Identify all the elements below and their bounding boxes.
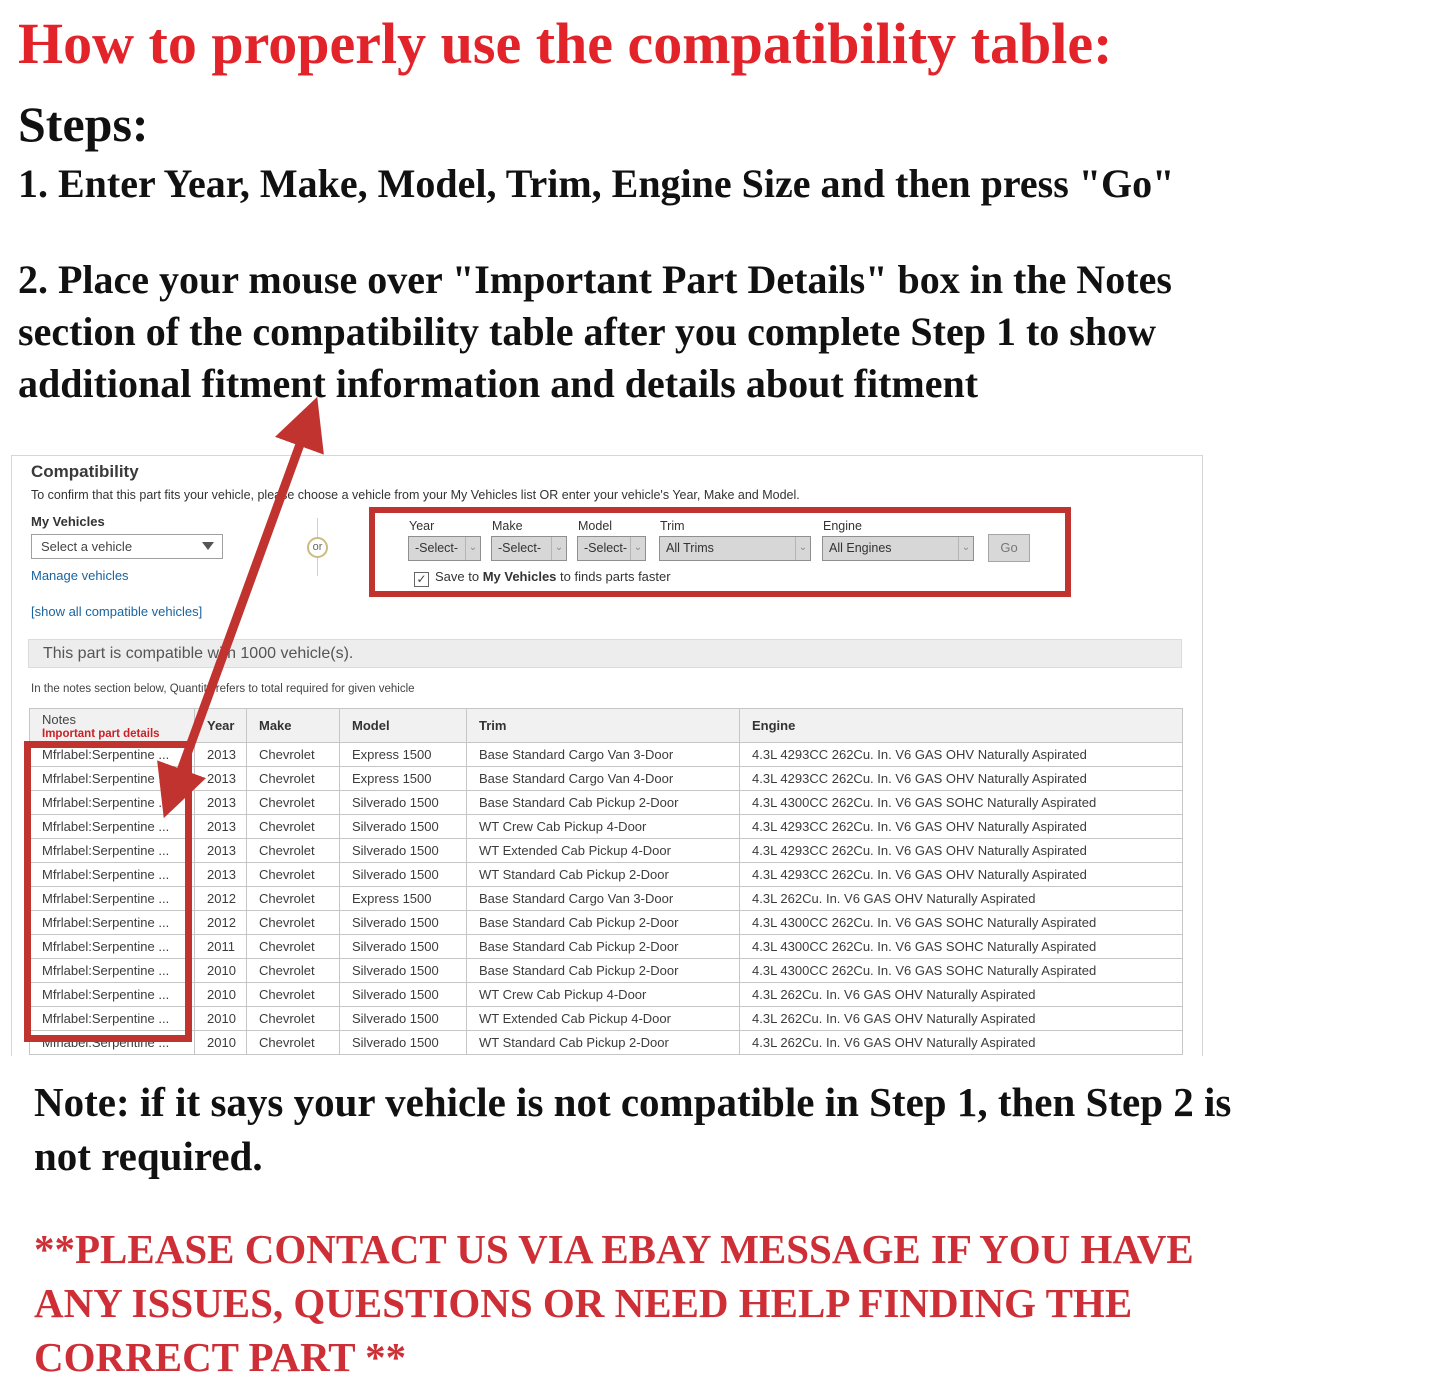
header-make: Make — [247, 709, 340, 743]
cell-trim: WT Extended Cab Pickup 4-Door — [467, 839, 740, 863]
cell-year: 2013 — [195, 767, 247, 791]
save-label-prefix: Save to — [435, 569, 483, 584]
cell-make: Chevrolet — [247, 935, 340, 959]
cell-year: 2010 — [195, 1031, 247, 1055]
year-label: Year — [409, 519, 435, 533]
cell-model: Silverado 1500 — [340, 1031, 467, 1055]
trim-select-value: All Trims — [666, 541, 714, 555]
make-select[interactable] — [491, 536, 567, 561]
compat-table-body — [30, 743, 1183, 1055]
table-row — [30, 767, 1183, 791]
cell-model: Silverado 1500 — [340, 863, 467, 887]
year-select-value: -Select- — [415, 541, 459, 555]
my-vehicles-label: My Vehicles — [31, 514, 105, 529]
cell-year: 2013 — [195, 743, 247, 767]
cell-engine: 4.3L 262Cu. In. V6 GAS OHV Naturally Aspirated — [740, 983, 1183, 1007]
model-select[interactable] — [577, 536, 646, 561]
cell-trim: Base Standard Cab Pickup 2-Door — [467, 791, 740, 815]
header-notes-label: Notes — [42, 711, 76, 727]
cell-engine: 4.3L 4293CC 262Cu. In. V6 GAS OHV Naturally Aspirated — [740, 767, 1183, 791]
cell-year: 2011 — [195, 935, 247, 959]
contact-line: ANY ISSUES, QUESTIONS OR NEED HELP FINDING THE — [34, 1280, 1133, 1326]
cell-make: Chevrolet — [247, 1031, 340, 1055]
compatibility-panel — [11, 455, 1203, 1056]
compatible-count-banner: This part is compatible with 1000 vehicle(s). — [28, 639, 1182, 668]
cell-year: 2013 — [195, 791, 247, 815]
chevron-down-icon: ⌄ — [630, 537, 645, 560]
engine-select-value: All Engines — [829, 541, 892, 555]
model-select-value: -Select- — [584, 541, 628, 555]
table-row — [30, 1007, 1183, 1031]
engine-select[interactable] — [822, 536, 974, 561]
cell-year: 2013 — [195, 863, 247, 887]
cell-engine: 4.3L 4300CC 262Cu. In. V6 GAS SOHC Naturally Aspirated — [740, 959, 1183, 983]
table-header-row — [30, 709, 1183, 743]
cell-trim: Base Standard Cargo Van 4-Door — [467, 767, 740, 791]
cell-make: Chevrolet — [247, 863, 340, 887]
cell-notes[interactable]: Mfrlabel:Serpentine ... — [30, 743, 195, 767]
note-text — [34, 1075, 1231, 1183]
cell-engine: 4.3L 4293CC 262Cu. In. V6 GAS OHV Naturally Aspirated — [740, 815, 1183, 839]
or-badge: or — [307, 537, 328, 558]
contact-line: CORRECT PART ** — [34, 1334, 407, 1380]
cell-notes[interactable]: Mfrlabel:Serpentine ... — [30, 815, 195, 839]
step-2-line: section of the compatibility table after you complete Step 1 to show — [18, 309, 1157, 354]
cell-make: Chevrolet — [247, 1007, 340, 1031]
cell-year: 2010 — [195, 959, 247, 983]
table-row — [30, 839, 1183, 863]
header-notes — [30, 709, 195, 743]
table-row — [30, 887, 1183, 911]
cell-model: Express 1500 — [340, 887, 467, 911]
cell-make: Chevrolet — [247, 887, 340, 911]
cell-notes[interactable]: Mfrlabel:Serpentine ... — [30, 1007, 195, 1031]
engine-label: Engine — [823, 519, 862, 533]
save-label-bold: My Vehicles — [482, 569, 557, 584]
cell-year: 2013 — [195, 815, 247, 839]
important-part-details-label: Important part details — [42, 727, 160, 740]
dropdown-caret-icon — [202, 542, 214, 550]
cell-make: Chevrolet — [247, 839, 340, 863]
cell-model: Silverado 1500 — [340, 983, 467, 1007]
step-2-text — [18, 254, 1172, 410]
cell-engine: 4.3L 262Cu. In. V6 GAS OHV Naturally Aspirated — [740, 1007, 1183, 1031]
contact-text — [34, 1222, 1194, 1384]
cell-make: Chevrolet — [247, 983, 340, 1007]
cell-engine: 4.3L 262Cu. In. V6 GAS OHV Naturally Aspirated — [740, 887, 1183, 911]
cell-notes[interactable]: Mfrlabel:Serpentine ... — [30, 1031, 195, 1055]
make-label: Make — [492, 519, 523, 533]
save-label-suffix: to finds parts faster — [556, 569, 671, 584]
cell-notes[interactable]: Mfrlabel:Serpentine ... — [30, 935, 195, 959]
trim-label: Trim — [660, 519, 685, 533]
model-label: Model — [578, 519, 613, 533]
cell-engine: 4.3L 262Cu. In. V6 GAS OHV Naturally Aspirated — [740, 1031, 1183, 1055]
compatibility-table — [29, 708, 1183, 1055]
steps-heading: Steps: — [18, 96, 149, 152]
cell-year: 2010 — [195, 1007, 247, 1031]
cell-year: 2013 — [195, 839, 247, 863]
cell-model: Silverado 1500 — [340, 815, 467, 839]
compatibility-heading: Compatibility — [31, 462, 139, 481]
go-button[interactable]: Go — [988, 534, 1030, 562]
cell-engine: 4.3L 4300CC 262Cu. In. V6 GAS SOHC Naturally Aspirated — [740, 791, 1183, 815]
cell-model: Express 1500 — [340, 743, 467, 767]
cell-make: Chevrolet — [247, 791, 340, 815]
step-2-line: 2. Place your mouse over "Important Part Details" box in the Notes — [18, 257, 1172, 302]
cell-make: Chevrolet — [247, 743, 340, 767]
manage-vehicles-link[interactable]: Manage vehicles — [31, 568, 129, 583]
header-year: Year — [195, 709, 247, 743]
cell-model: Express 1500 — [340, 767, 467, 791]
cell-model: Silverado 1500 — [340, 791, 467, 815]
cell-notes[interactable]: Mfrlabel:Serpentine ... — [30, 959, 195, 983]
table-row — [30, 815, 1183, 839]
chevron-down-icon: ⌄ — [551, 537, 566, 560]
save-checkbox[interactable]: ✓ — [414, 572, 429, 587]
cell-trim: Base Standard Cargo Van 3-Door — [467, 743, 740, 767]
header-model: Model — [340, 709, 467, 743]
cell-model: Silverado 1500 — [340, 959, 467, 983]
cell-trim: WT Crew Cab Pickup 4-Door — [467, 983, 740, 1007]
cell-engine: 4.3L 4293CC 262Cu. In. V6 GAS OHV Naturally Aspirated — [740, 863, 1183, 887]
cell-make: Chevrolet — [247, 911, 340, 935]
table-row — [30, 1031, 1183, 1055]
cell-notes[interactable]: Mfrlabel:Serpentine ... — [30, 863, 195, 887]
cell-make: Chevrolet — [247, 815, 340, 839]
table-row — [30, 983, 1183, 1007]
cell-trim: Base Standard Cargo Van 3-Door — [467, 887, 740, 911]
cell-trim: Base Standard Cab Pickup 2-Door — [467, 911, 740, 935]
chevron-down-icon: ⌄ — [795, 537, 810, 560]
notes-hint-text: In the notes section below, Quantity refers to total required for given vehicle — [31, 683, 415, 695]
show-all-compatible-link[interactable]: [show all compatible vehicles] — [31, 604, 203, 619]
note-line: Note: if it says your vehicle is not compatible in Step 1, then Step 2 is — [34, 1079, 1232, 1125]
cell-make: Chevrolet — [247, 959, 340, 983]
cell-model: Silverado 1500 — [340, 1007, 467, 1031]
step-2-line: additional fitment information and details about fitment — [18, 361, 979, 406]
intro-text: To confirm that this part fits your vehicle, please choose a vehicle from your My Vehicles list OR enter your vehicle's Year, Make and Model. — [31, 488, 800, 502]
cell-trim: WT Standard Cab Pickup 2-Door — [467, 1031, 740, 1055]
cell-notes[interactable]: Mfrlabel:Serpentine ... — [30, 839, 195, 863]
cell-notes[interactable]: Mfrlabel:Serpentine ... — [30, 887, 195, 911]
table-row — [30, 959, 1183, 983]
step-1-text: 1. Enter Year, Make, Model, Trim, Engine Size and then press "Go" — [18, 161, 1175, 206]
cell-notes[interactable]: Mfrlabel:Serpentine ... — [30, 767, 195, 791]
table-row — [30, 743, 1183, 767]
vehicle-select[interactable] — [31, 534, 223, 559]
cell-engine: 4.3L 4293CC 262Cu. In. V6 GAS OHV Naturally Aspirated — [740, 743, 1183, 767]
cell-trim: Base Standard Cab Pickup 2-Door — [467, 935, 740, 959]
cell-notes[interactable]: Mfrlabel:Serpentine ... — [30, 911, 195, 935]
cell-trim: WT Crew Cab Pickup 4-Door — [467, 815, 740, 839]
cell-year: 2012 — [195, 887, 247, 911]
chevron-down-icon: ⌄ — [958, 537, 973, 560]
contact-line: **PLEASE CONTACT US VIA EBAY MESSAGE IF YOU HAVE — [34, 1226, 1194, 1272]
cell-model: Silverado 1500 — [340, 935, 467, 959]
cell-trim: WT Extended Cab Pickup 4-Door — [467, 1007, 740, 1031]
cell-model: Silverado 1500 — [340, 911, 467, 935]
table-row — [30, 911, 1183, 935]
table-row — [30, 791, 1183, 815]
cell-year: 2010 — [195, 983, 247, 1007]
vehicle-select-value: Select a vehicle — [41, 539, 133, 554]
cell-make: Chevrolet — [247, 767, 340, 791]
note-line: not required. — [34, 1133, 263, 1179]
cell-engine: 4.3L 4300CC 262Cu. In. V6 GAS SOHC Naturally Aspirated — [740, 911, 1183, 935]
cell-trim: Base Standard Cab Pickup 2-Door — [467, 959, 740, 983]
cell-engine: 4.3L 4293CC 262Cu. In. V6 GAS OHV Naturally Aspirated — [740, 839, 1183, 863]
cell-engine: 4.3L 4300CC 262Cu. In. V6 GAS SOHC Naturally Aspirated — [740, 935, 1183, 959]
cell-trim: WT Standard Cab Pickup 2-Door — [467, 863, 740, 887]
header-engine: Engine — [740, 709, 1183, 743]
cell-notes[interactable]: Mfrlabel:Serpentine ... — [30, 791, 195, 815]
trim-select[interactable] — [659, 536, 811, 561]
year-select[interactable] — [408, 536, 481, 561]
cell-notes[interactable]: Mfrlabel:Serpentine ... — [30, 983, 195, 1007]
save-to-vehicles-row — [414, 569, 671, 587]
table-row — [30, 935, 1183, 959]
header-trim: Trim — [467, 709, 740, 743]
page-title: How to properly use the compatibility table: — [18, 11, 1113, 76]
cell-model: Silverado 1500 — [340, 839, 467, 863]
chevron-down-icon: ⌄ — [465, 537, 480, 560]
table-row — [30, 863, 1183, 887]
cell-year: 2012 — [195, 911, 247, 935]
make-select-value: -Select- — [498, 541, 542, 555]
